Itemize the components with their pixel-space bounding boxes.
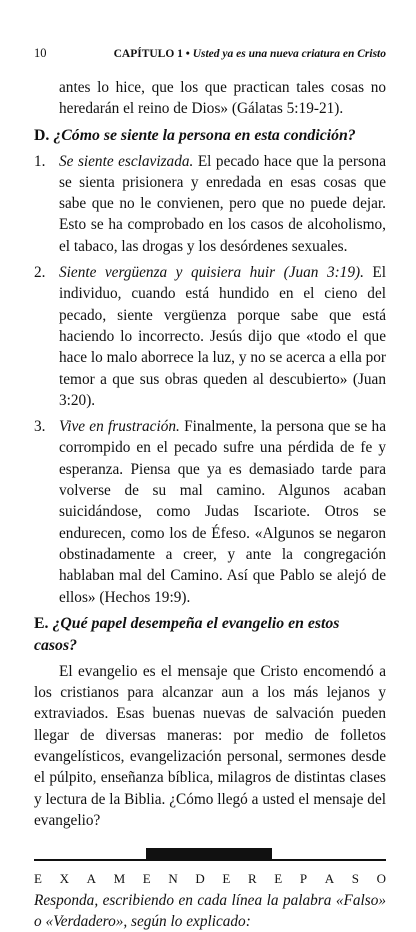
book-page xyxy=(34,46,386,932)
review-title-letter: A xyxy=(324,871,335,887)
section-e-letter: E. xyxy=(34,614,49,632)
section-e-paragraph: El evangelio es el mensaje que Cristo encomendó a los cristianos para alcanzar aun a los más lejanos y extraviados. Esas buenas nuevas de salvación pueden llegar de diversas maneras: por medio de folletos evangelísticos, evangelización personal, sermones desde el púlpito, enseñanza bíblica, milagros de distintas clases y lectura de la Biblia. ¿Cómo llegó a usted el mensaje del evangelio? xyxy=(34,662,386,829)
chapter-prefix: CAPÍTULO 1 • xyxy=(113,48,190,60)
list-item-lead: Siente vergüenza y quisiera huir (Juan 3:19). xyxy=(59,264,364,282)
review-title-letter: N xyxy=(168,871,178,887)
review-title-letter: M xyxy=(113,871,126,887)
list-item-number: 2. xyxy=(34,264,46,282)
section-e-heading xyxy=(34,613,386,657)
review-title-letter: S xyxy=(351,871,359,887)
list-item-body xyxy=(59,151,386,257)
list-item-text: El pecado hace que la persona se sienta prisionera y enredada en esas cosas que sabe que no le convienen, pero que no puede dejar. Esto se ha comprobado en los casos de alcoholismo, el tabaco, las drogas y los desórdenes sexuales. xyxy=(59,152,386,255)
review-title-letter: D xyxy=(195,871,205,887)
list-item-number: 1. xyxy=(34,152,46,170)
review-title-letter: E xyxy=(274,871,283,887)
list-item xyxy=(34,151,386,257)
review-title-letter: R xyxy=(247,871,257,887)
list-item xyxy=(34,262,386,411)
review-title-letter: E xyxy=(222,871,231,887)
review-divider xyxy=(34,848,386,862)
section-d-letter: D. xyxy=(34,126,50,144)
review-title-letter: E xyxy=(34,871,42,887)
review-title xyxy=(34,871,386,887)
review-title-letter: A xyxy=(86,871,96,887)
chapter-title: Usted ya es una nueva criatura en Cristo xyxy=(192,48,386,60)
review-title-letter: X xyxy=(59,871,69,887)
review-title-letter: O xyxy=(376,871,386,887)
list-item-number: 3. xyxy=(34,418,46,436)
divider-bar xyxy=(146,848,272,860)
list-item-text: El individuo, cuando está hundido en el cieno del pecado, siente vergüenza porque sabe que está haciendo lo incorrecto. Jesús dijo que «todo el que hace lo malo aborrece la luz, y no se acerca a ella por temor a que sus obras queden al descubierto» (Juan 3:20). xyxy=(59,264,387,409)
review-title-letter: P xyxy=(299,871,308,887)
intro-paragraph: antes lo hice, que los que practican tales cosas no heredarán el reino de Dios» (Gálatas 5:19-21). xyxy=(59,79,386,118)
review-title-letter: E xyxy=(142,871,151,887)
list-item-lead: Se siente esclavizada. xyxy=(59,152,194,170)
section-d-title: ¿Cómo se siente la persona en esta condición? xyxy=(53,126,356,144)
list-item-body xyxy=(59,416,386,608)
list-item xyxy=(34,416,386,608)
list-item-lead: Vive en frustración. xyxy=(59,418,180,436)
list-item-body xyxy=(59,262,386,411)
running-title xyxy=(114,48,386,60)
review-instructions: Responda, escribiendo en cada línea la palabra «Falso» o «Verdadero», según lo explicado: xyxy=(34,892,386,931)
section-d-heading xyxy=(34,125,386,147)
page-number: 10 xyxy=(34,46,47,60)
section-e-title: ¿Qué papel desempeña el evangelio en estos casos? xyxy=(34,614,340,654)
section-d-list xyxy=(34,151,386,608)
list-item-text: Finalmente, la persona que se ha corrompido en el pecado sufre una pérdida de fe y esperanza. Piensa que ya es demasiado tarde para volverse de su mal camino. Algunos acaban suicidándose, como Judas Iscariote. Otros se endurecen, como los de Éfeso. «Algunos se negaron obstinadamente a creer, y ante la congregación hablaban mal del Camino. Así que Pablo se alejó de ellos» (Hechos 19:9). xyxy=(59,418,386,606)
running-head xyxy=(34,46,386,61)
